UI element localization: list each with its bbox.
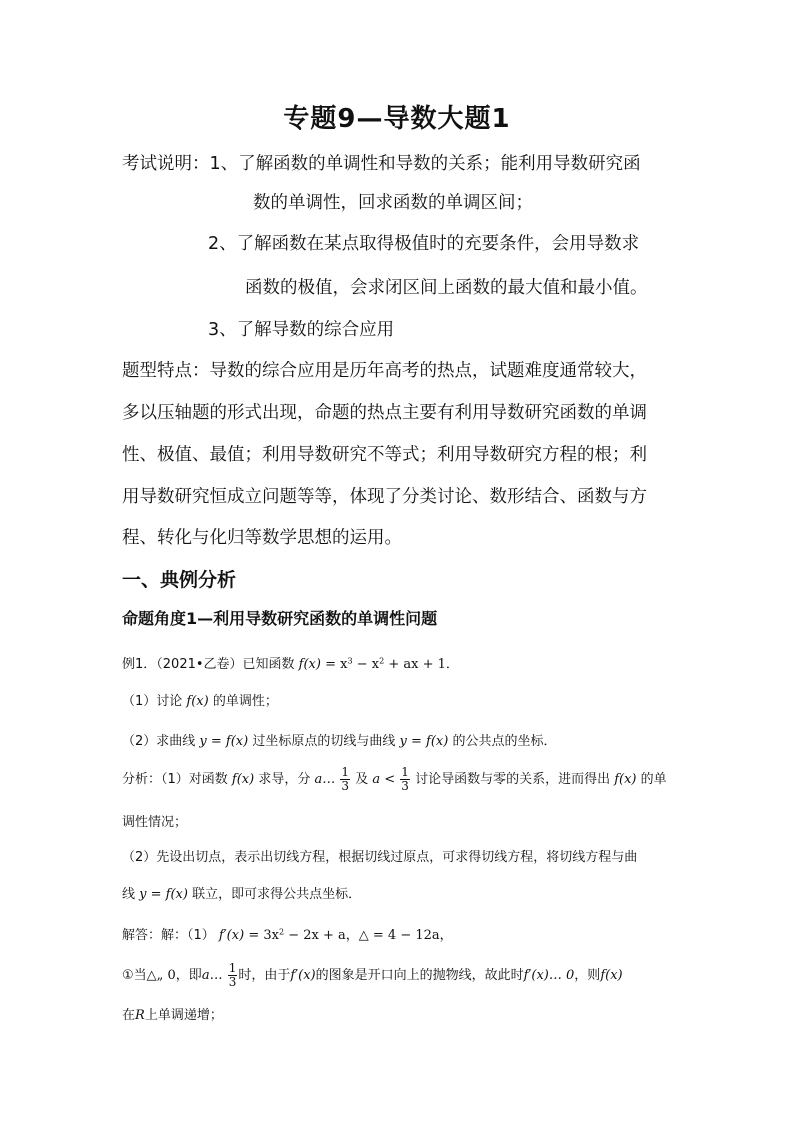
math-fx: f(x)	[231, 772, 255, 787]
math-fx: f(x)	[600, 968, 623, 983]
math-fprime: f′(x)	[218, 928, 245, 943]
math-y-eq-fx: y = f(x)	[399, 734, 449, 749]
question-2	[122, 730, 556, 749]
exam-line-1	[122, 150, 641, 175]
frac-num: 1	[341, 765, 350, 779]
analysis-line-2: 调性情况；	[122, 815, 188, 830]
solution-line-3	[122, 1004, 223, 1023]
analysis-p2-post: 联立，即可求得公共点坐标．	[192, 887, 362, 902]
q2-post: 的公共点的坐标．	[452, 734, 557, 749]
analysis-line-1	[122, 766, 667, 793]
q1-post: 的单调性；	[212, 694, 278, 709]
solution-pre: 解答：解：（1）	[122, 928, 215, 943]
fraction-one-third	[340, 766, 350, 793]
case1-line2-pre: 在	[122, 1008, 136, 1023]
example-intro: 例1．（2021•乙卷）已知函数	[122, 657, 295, 672]
page-title: 专题9—导数大题1	[283, 104, 511, 134]
analysis-line-4	[122, 883, 361, 902]
math-tail: + ax + 1	[388, 657, 446, 672]
math-delta: △ = 4 − 12a	[358, 928, 440, 943]
analysis-line-3: （2）先设出切点，表示出切线方程，根据切线过原点，可求得切线方程，将切线方程与曲	[122, 850, 638, 865]
frac-den: 3	[228, 975, 237, 989]
analysis-b: 及	[355, 772, 369, 787]
math-y-eq-fx: y = f(x)	[139, 887, 188, 902]
case1-d: 的图象是开口向上的抛物线，故此时	[315, 968, 524, 983]
case1-c: 时，由于	[238, 968, 291, 983]
math-a-lt: a <	[372, 772, 396, 787]
exam-line-3: 2、了解函数在某点取得极值时的充要条件，会用导数求	[208, 234, 640, 254]
exam-line-2: 数的单调性，回求函数的单调区间；	[253, 193, 533, 213]
frac-den: 3	[401, 779, 409, 793]
math-exp3: 3	[347, 656, 353, 666]
math-exp2: 2	[379, 656, 385, 666]
exam-label: 考试说明：	[122, 154, 210, 174]
analysis-p2-pre: 线	[122, 887, 136, 902]
example-statement	[122, 653, 459, 672]
question-1	[122, 690, 278, 709]
solution-line-2	[122, 962, 623, 989]
math-end: ．	[445, 657, 459, 672]
section-heading: 一、典例分析	[122, 569, 237, 591]
math-fx: f(x)	[298, 657, 321, 672]
math-case1-ineq: f′(x)… 0	[523, 968, 575, 983]
math-sep: ，	[345, 928, 359, 943]
q2-mid: 过坐标原点的切线与曲线	[252, 734, 396, 749]
math-a-geq: a…	[314, 772, 336, 787]
features-line-2: 多以压轴题的形式出现，命题的热点主要有利用导数研究函数的单调	[122, 403, 647, 423]
math-case1-delta: △„ 0	[146, 968, 176, 983]
frac-den: 3	[341, 779, 350, 793]
math-fx: f(x)	[614, 772, 637, 787]
math-y-eq-fx: y = f(x)	[199, 734, 249, 749]
frac-num: 1	[228, 961, 237, 975]
case1-a: ①当	[122, 968, 147, 983]
exam-item-1: 1、了解函数的单调性和导数的关系；能利用导数研究函	[209, 154, 641, 174]
math-fprime: f′(x)	[290, 968, 316, 983]
exam-line-4: 函数的极值，会求闭区间上函数的最大值和最小值。	[245, 278, 648, 298]
case1-e: ，则	[574, 968, 601, 983]
frac-num: 1	[401, 765, 409, 779]
math-end: ，	[439, 928, 453, 943]
fraction-one-third	[400, 766, 410, 793]
math-R: R	[135, 1008, 145, 1023]
features-line-5: 程、转化与化归等数学思想的运用。	[122, 528, 402, 548]
math-deriv: = 3x	[248, 928, 279, 943]
case1-line2-post: 上单调递增；	[144, 1008, 223, 1023]
subsection-heading: 命题角度1—利用导数研究函数的单调性问题	[122, 609, 438, 628]
analysis-a: 求导，分	[258, 772, 311, 787]
exam-line-5: 3、了解导数的综合应用	[208, 320, 395, 340]
analysis-d: 的单	[640, 772, 667, 787]
q2-pre: （2）求曲线	[122, 734, 196, 749]
analysis-c: 讨论导函数与零的关系，进而得出	[415, 772, 611, 787]
math-term2: − x	[356, 657, 380, 672]
analysis-pre: 分析：（1）对函数	[122, 772, 228, 787]
solution-line-1	[122, 924, 453, 943]
fraction-one-third	[228, 962, 238, 989]
features-line-3: 性、极值、最值；利用导数研究不等式；利用导数研究方程的根；利	[122, 445, 647, 465]
math-fx: f(x)	[186, 694, 209, 709]
q1-pre: （1）讨论	[122, 694, 183, 709]
case1-b: ，即	[175, 968, 202, 983]
features-line-4: 用导数研究恒成立问题等等，体现了分类讨论、数形结合、函数与方	[122, 487, 647, 507]
math-deriv-b: − 2x + a	[288, 928, 346, 943]
math-a-geq: a…	[201, 968, 223, 983]
math-eq: = x	[325, 657, 348, 672]
features-line-1: 题型特点：导数的综合应用是历年高考的热点，试题难度通常较大，	[122, 361, 647, 381]
math-exp2: 2	[278, 927, 285, 937]
